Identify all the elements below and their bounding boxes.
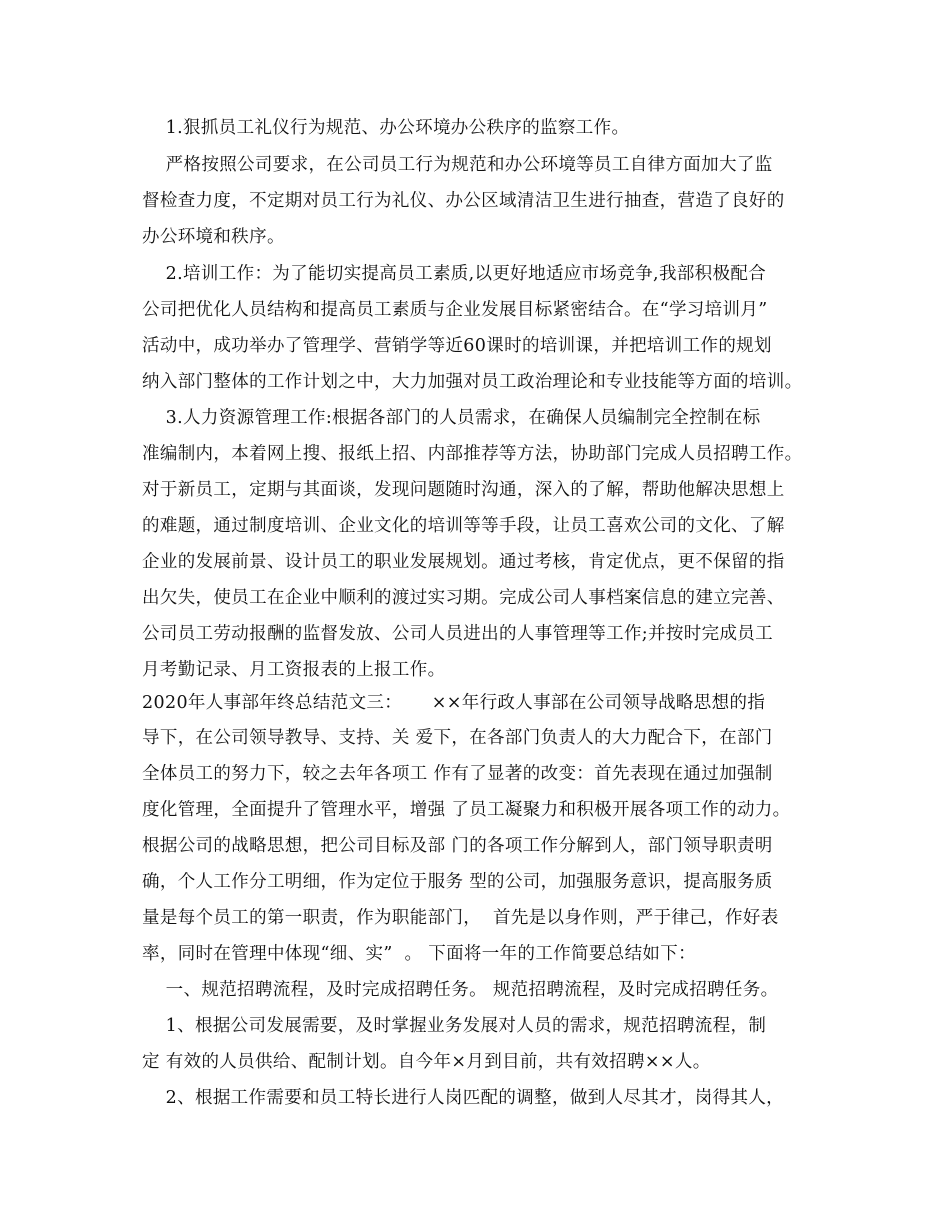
text-line: 纳入部门整体的工作计划之中，大力加强对员工政治理论和专业技能等方面的培训。 — [142, 372, 803, 392]
text-line: 确，个人工作分工明细，作为定位于服务 型的公司，加强服务意识，提高服务质 — [142, 872, 773, 892]
text-line: 根据公司的战略思想，把公司目标及部 门的各项工作分解到人，部门领导职责明 — [142, 836, 773, 856]
text-line: 准编制内，本着网上搜、报纸上招、内部推荐等方法，协助部门完成人员招聘工作。 — [142, 444, 803, 464]
text-line: 2020年人事部年终总结范文三： ××年行政人事部在公司领导战略思想的指 — [142, 693, 766, 713]
text-line: 活动中，成功举办了管理学、营销学等近60课时的培训课，并把培训工作的规划 — [142, 336, 772, 356]
text-line: 一、规范招聘流程，及时完成招聘任务。 规范招聘流程，及时完成招聘任务。 — [142, 980, 779, 1000]
text-line: 的难题，通过制度培训、企业文化的培训等等手段，让员工喜欢公司的文化、了解 — [142, 516, 785, 536]
text-line: 量是每个员工的第一职责，作为职能部门， 首先是以身作则，严于律己，作好表 — [142, 908, 779, 928]
text-line: 度化管理，全面提升了管理水平，增强 了员工凝聚力和积极开展各项工作的动力。 — [142, 800, 791, 820]
text-line: 公司把优化人员结构和提高员工素质与企业发展目标紧密结合。在“学习培训月” — [142, 300, 768, 320]
text-line: 对于新员工，定期与其面谈，发现问题随时沟通，深入的了解，帮助他解决思想上 — [142, 480, 785, 500]
text-line: 率，同时在管理中体现“细、实” 。 下面将一年的工作简要总结如下： — [142, 944, 696, 964]
text-line: 定 有效的人员供给、配制计划。自今年×月到目前，共有效招聘××人。 — [142, 1052, 711, 1072]
text-line: 办公环境和秩序。 — [142, 227, 285, 247]
text-line: 企业的发展前景、设计员工的职业发展规划。通过考核，肯定优点，更不保留的指 — [142, 552, 785, 572]
text-line: 2、根据工作需要和员工特长进行人岗匹配的调整，做到人尽其才，岗得其人， — [142, 1088, 785, 1108]
text-line: 督检查力度，不定期对员工行为礼仪、办公区域清洁卫生进行抽查，营造了良好的 — [142, 191, 785, 211]
text-line: 导下，在公司领导教导、支持、关 爱下，在各部门负责人的大力配合下，在部门 — [142, 728, 773, 748]
text-line: 1、根据公司发展需要，及时掌握业务发展对人员的需求，规范招聘流程，制 — [142, 1016, 767, 1036]
text-line: 出欠失，使员工在企业中顺利的渡过实习期。完成公司人事档案信息的建立完善、 — [142, 588, 785, 608]
text-line: 全体员工的努力下，较之去年各项工 作有了显著的改变：首先表现在通过加强制 — [142, 764, 773, 784]
text-line: 公司员工劳动报酬的监督发放、公司人员进出的人事管理等工作;并按时完成员工 — [142, 624, 773, 644]
text-line: 2.培训工作：为了能切实提高员工素质,以更好地适应市场竞争,我部积极配合 — [142, 264, 767, 284]
text-line: 1.狠抓员工礼仪行为规范、办公环境办公秩序的监察工作。 — [142, 118, 630, 138]
text-line: 严格按照公司要求，在公司员工行为规范和办公环境等员工自律方面加大了监 — [142, 155, 773, 175]
text-line: 3.人力资源管理工作:根据各部门的人员需求，在确保人员编制完全控制在标 — [142, 408, 761, 428]
text-line: 月考勤记录、月工资报表的上报工作。 — [142, 660, 446, 680]
